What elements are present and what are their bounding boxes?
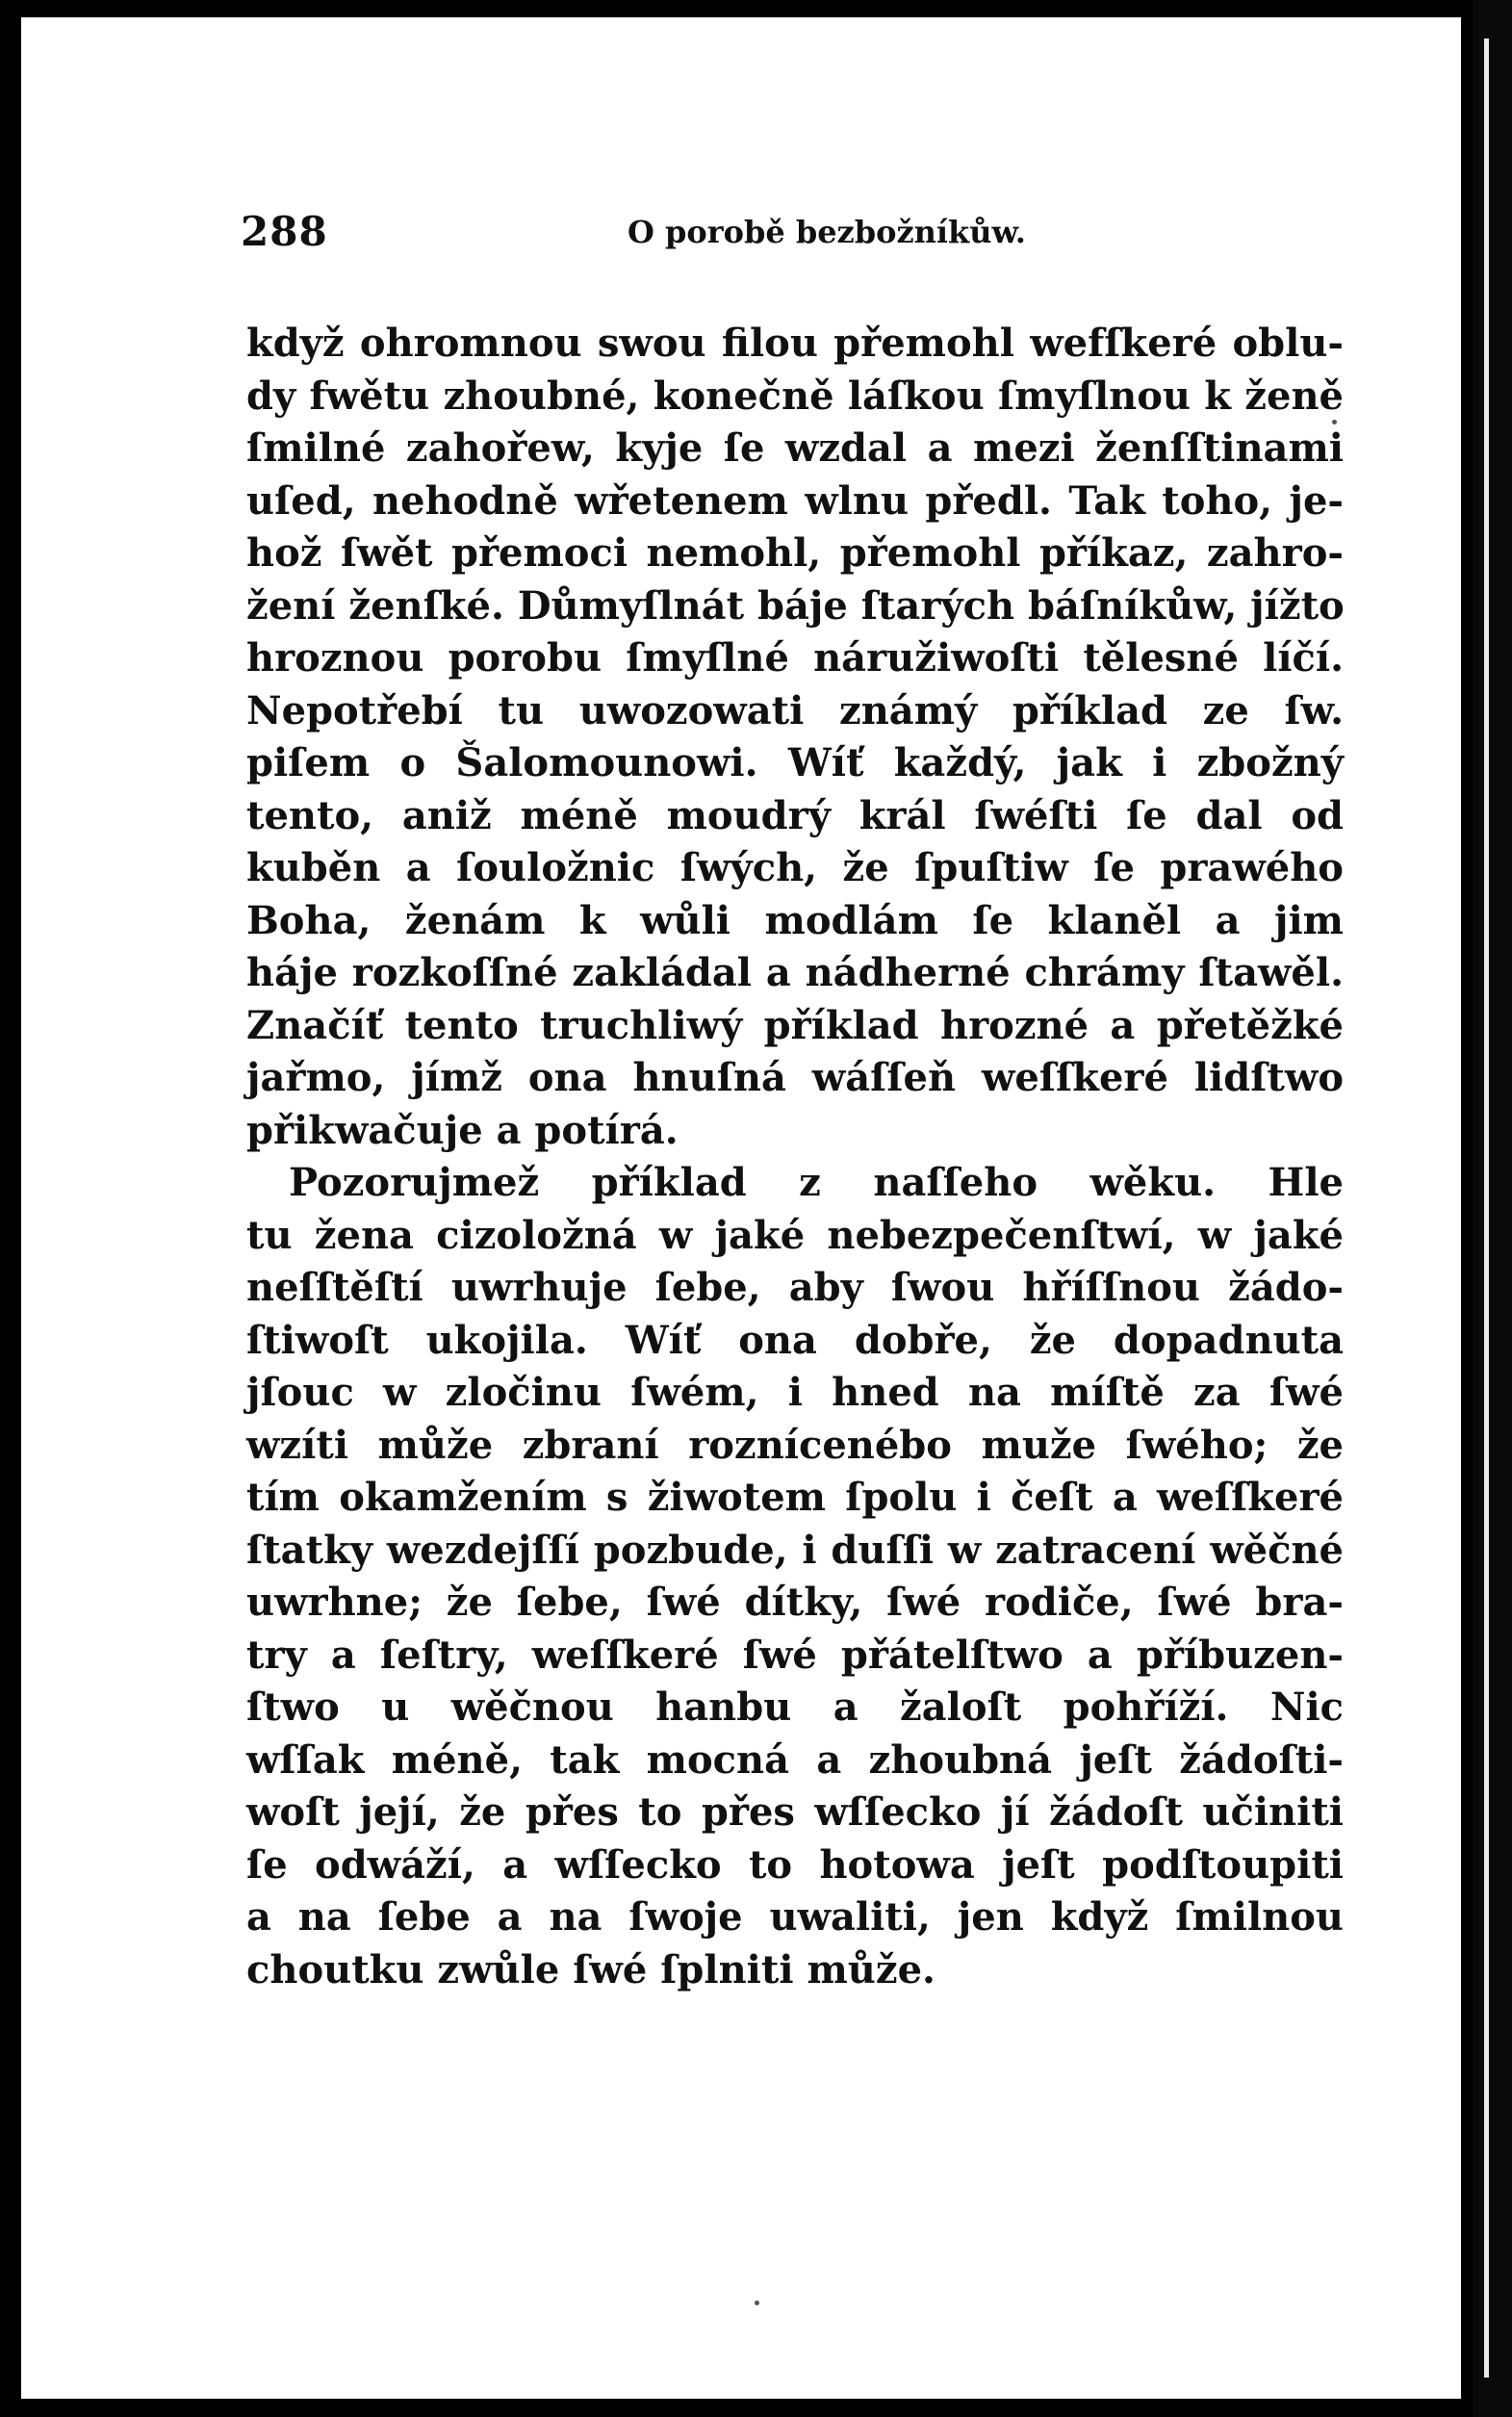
body-text [246,318,1344,1996]
text-line: choutku zwůle ſwé ſplniti může. [246,1946,935,1993]
text-line: Značíť tento truchliwý příklad hrozné a přetěžké [246,1002,1344,1048]
text-line: uwrhne; že ſebe, ſwé dítky, ſwé rodiče, ſwé bra- [246,1580,1344,1625]
text-line: hož ſwět přemoci nemohl, přemohl příkaz, zahro- [246,530,1344,576]
paragraph-2 [246,1157,1344,1996]
text-line: tu žena cizoložná w jaké nebezpečenſtwí, w jaké [246,1212,1344,1258]
text-line: a na ſebe a na ſwoje uwaliti, jen když ſmilnou [246,1894,1344,1940]
text-line: žení ženſké. Důmyſlnát báje ſtarých báſníkůw, jížto [246,582,1345,629]
text-line: try a ſeſtry, weſſkeré ſwé přátelſtwo a příbuzen- [246,1632,1344,1678]
text-line: Nepotřebí tu uwozowati známý příklad ze ſw. [246,687,1344,733]
text-line: když ohromnou swou filou přemohl wefſkeré oblu- [246,321,1344,366]
text-line: ſtwo u wěčnou hanbu a žaloſt pohříží. Nic [246,1684,1344,1730]
page-number: 288 [241,208,328,255]
text-line: uſed, nehodně wřetenem wlnu předl. Tak toho, je- [246,477,1344,524]
text-line: tím okamžením s žiwotem ſpolu i čeſt a weſſkeré [246,1475,1344,1520]
text-line: přikwačuje a potírá. [246,1107,679,1153]
page-header [214,208,1349,266]
page-edge-line [1484,39,1489,2378]
paragraph-1 [246,318,1344,1157]
book-page [21,17,1461,2399]
text-line: wſſak méně, tak mocná a zhoubná jeſt žádoſti- [246,1736,1344,1783]
text-line: Pozorujmež příklad z naſſeho wěku. Hle [289,1160,1344,1205]
text-line: hroznou porobu ſmyſlné náružiwoſti tělesné líčí. [246,635,1344,681]
running-head: O porobě bezbožníkůw. [628,214,1026,250]
text-line: Boha, ženám k wůli modlám ſe klaněl a jim [246,897,1344,943]
text-line: ſtiwoſt ukojila. Wíť ona dobře, že dopadnuta [246,1317,1344,1363]
text-line: wzíti může zbraní roznícenébo muže ſwého; že [246,1422,1344,1468]
text-line: ſe odwáží, a wſſecko to hotowa jeſt podſtoupiti [246,1841,1344,1888]
page-edge-shadow [1473,0,1512,2417]
text-line: ſtatky wezdejſſí pozbude, i duſſi w zatracení wěčné [246,1527,1344,1573]
text-line: jařmo, jímž ona hnuſná wáſſeň weſſkeré lidſtwo [246,1055,1344,1100]
text-line: háje rozkoſſné zakládal a nádherné chrámy ſtawěl. [246,950,1344,995]
paper-speck [1332,420,1337,424]
text-line: tento, aniž méně moudrý král ſwéſti ſe dal od [246,792,1344,838]
text-line: piſem o Šalomounowi. Wíť každý, jak i zbožný [246,740,1344,785]
text-line: woſt její, že přes to přes wſſecko jí žádoſt učiniti [246,1789,1344,1835]
text-line: dy fwětu zhoubné, konečně láſkou ſmyſlnou k ženě [246,373,1344,419]
text-line: neſſtěſtí uwrhuje ſebe, aby ſwou hříſſnou žádo- [246,1265,1344,1310]
paper-speck [755,2301,759,2305]
text-line: kuběn a ſouložnic ſwých, že ſpuſtiw ſe prawého [246,845,1344,890]
text-line: ſmilné zahořew, kyje ſe wzdal a mezi ženſſtinami [246,425,1344,471]
text-line: jſouc w zločinu ſwém, i hned na míſtě za ſwé [246,1370,1344,1415]
